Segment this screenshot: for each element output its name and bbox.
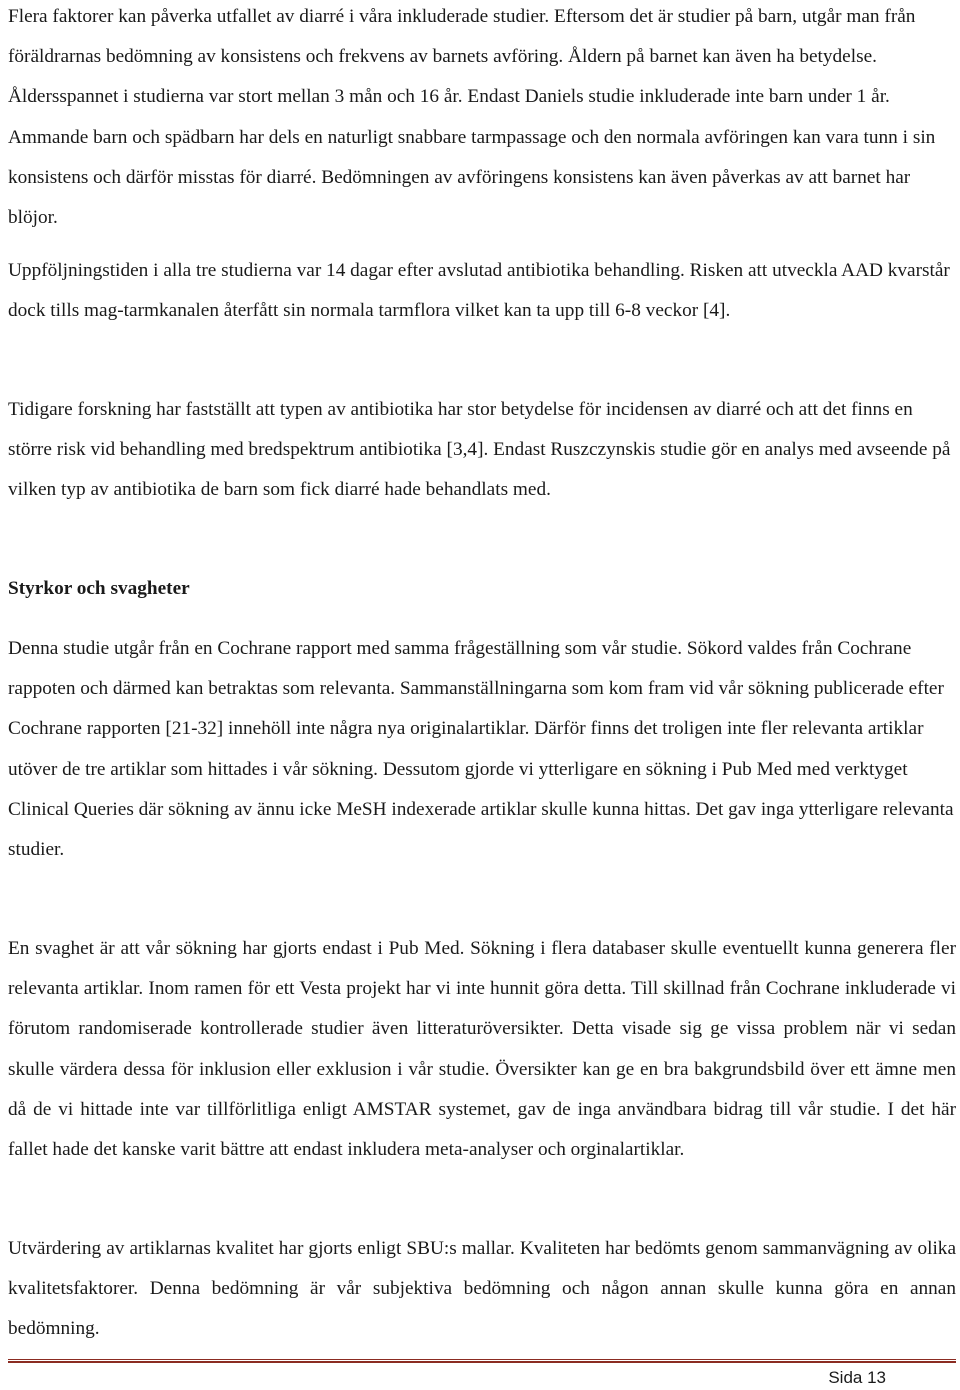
paragraph-cochrane: Denna studie utgår från en Cochrane rapport med samma frågeställning som vår studie. Sökord valdes från Cochrane rappoten och därmed kan betraktas som relevanta. Sammanställningarna som kom fram vid vår sökning publicerade efter Cochrane rapporten [21-32] innehöll inte några nya originalartiklar. Därför finns det troligen inte fler relevanta artiklar utöver de tre artiklar som hittades i vår sökning. Dessutom gjorde vi ytterligare en sökning i Pub Med med verktyget Clinical Queries där sökning av ännu icke MeSH indexerade artiklar skulle kunna hittas. Det gav inga ytterligare relevanta studier. <box>8 638 954 861</box>
section-heading: Styrkor och svagheter <box>8 578 190 599</box>
page-number: Sida 13 <box>828 1368 886 1387</box>
paragraph-followup: Uppföljningstiden i alla tre studierna var 14 dagar efter avslutad antibiotika behandling. Risken att utveckla AAD kvarstår dock tills mag-tarmkanalen återfått sin normala tarmflora vilket kan ta upp till 6-8 veckor [4]. <box>8 260 950 322</box>
paragraph-weakness: En svaghet är att vår sökning har gjorts endast i Pub Med. Sökning i flera databaser skulle eventuellt kunna generera fler relevanta artiklar. Inom ramen för ett Vesta projekt har vi inte hunnit göra detta. Till skillnad från Cochrane inkluderade vi förutom randomiserade kontrollerade studier även litteraturöversikter. Detta visade sig ge vissa problem när vi sedan skulle värdera dessa för inklusion eller exklusion i vår studie. Översikter kan ge en bra bakgrundsbild över ett ämne men då de vi hittade inte var tillförlitliga enligt AMSTAR systemet, gav de inga användbara bidrag till vår studie. I det här fallet hade det kanske varit bättre att endast inkludera meta-analyser och orginalartiklar. <box>8 938 956 1161</box>
paragraph-quality: Utvärdering av artiklarnas kvalitet har gjorts enligt SBU:s mallar. Kvaliteten har bedömts genom sammanvägning av olika kvalitetsfaktorer. Denna bedömning är vår subjektiva bedömning och någon annan skulle kunna göra en annan bedömning. <box>8 1238 956 1340</box>
footer-divider <box>8 1359 956 1363</box>
paragraph-previous-research: Tidigare forskning har fastställt att typen av antibiotika har stor betydelse för incidensen av diarré och att det finns en större risk vid behandling med bredspektrum antibiotika [3,4]. Endast Ruszczynskis studie gör en analys med avseende på vilken typ av antibiotika de barn som fick diarré hade behandlats med. <box>8 399 951 501</box>
paragraph-factors: Flera faktorer kan påverka utfallet av diarré i våra inkluderade studier. Eftersom det är studier på barn, utgår man från föräldrarnas bedömning av konsistens och frekvens av barnets avföring. Åldern på barnet kan även ha betydelse. Åldersspannet i studierna var stort mellan 3 mån och 16 år. Endast Daniels studie inkluderade inte barn under 1 år. Ammande barn och spädbarn har dels en naturligt snabbare tarmpassage och den normala avföringen kan vara tunn i sin konsistens och därför misstas för diarré. Bedömningen av avföringens konsistens kan även påverkas av att barnet har blöjor. <box>8 6 936 229</box>
